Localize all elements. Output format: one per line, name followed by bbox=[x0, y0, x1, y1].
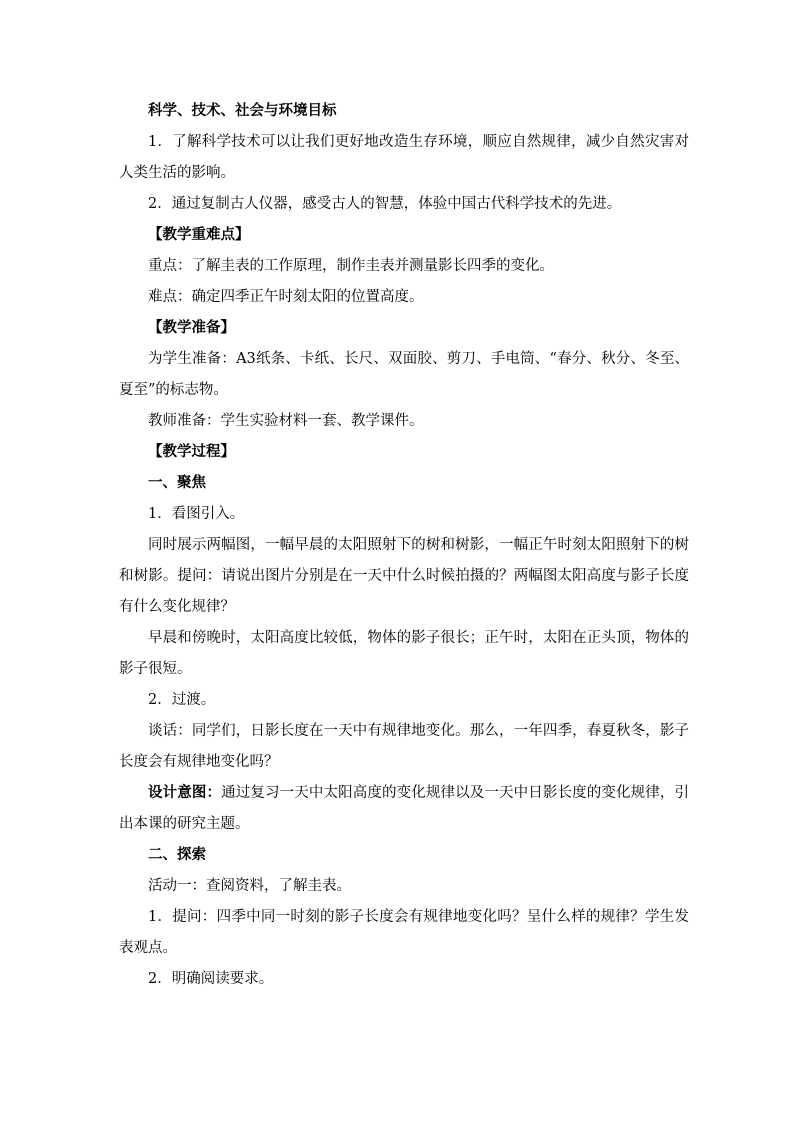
design-intent-label: 设计意图： bbox=[148, 785, 222, 801]
paragraph-show-pictures: 同时展示两幅图，一幅早晨的太阳照射下的树和树影，一幅正午时刻太阳照射下的树和树影。提问：请说出图片分别是在一天中什么时候拍摄的？两幅图太阳高度与影子长度有什么变化规律？ bbox=[119, 537, 689, 615]
paragraph-reading-requirements: 2．明确阅读要求。 bbox=[148, 971, 274, 987]
paragraph-question: 1．提问：四季中同一时刻的影子长度会有规律地变化吗？呈什么样的规律？学生发表观点。 bbox=[119, 909, 689, 956]
paragraph-design-intent bbox=[119, 778, 689, 840]
paragraph-activity-1: 活动一：查阅资料，了解圭表。 bbox=[148, 878, 351, 894]
heading-explore: 二、探索 bbox=[148, 847, 206, 863]
paragraph-key-point: 重点：了解圭表的工作原理，制作圭表并测量影长四季的变化。 bbox=[148, 258, 554, 274]
heading-teaching-process: 【教学过程】 bbox=[148, 444, 235, 460]
heading-preparation: 【教学准备】 bbox=[148, 320, 235, 336]
design-intent-text: 通过复习一天中太阳高度的变化规律以及一天中日影长度的变化规律，引出本课的研究主题。 bbox=[119, 785, 689, 832]
paragraph-goal-2: 2．通过复制古人仪器，感受古人的智慧，体验中国古代科学技术的先进。 bbox=[148, 196, 622, 212]
paragraph-goal-1: 1．了解科学技术可以让我们更好地改造生存环境，顺应自然规律，减少自然灾害对人类生活的影响。 bbox=[119, 134, 689, 181]
document-page bbox=[119, 96, 689, 995]
paragraph-student-prep: 为学生准备：A3纸条、卡纸、长尺、双面胶、剪刀、手电筒、“春分、秋分、冬至、夏至”的标志物。 bbox=[119, 351, 689, 398]
paragraph-transition: 2．过渡。 bbox=[148, 692, 216, 708]
heading-focus: 一、聚焦 bbox=[148, 475, 206, 491]
paragraph-talk: 谈话：同学们，日影长度在一天中有规律地变化。那么，一年四季，春夏秋冬，影子长度会有规律地变化吗？ bbox=[119, 723, 689, 770]
paragraph-look-at-pictures: 1．看图引入。 bbox=[148, 506, 245, 522]
paragraph-shadow-answer: 早晨和傍晚时，太阳高度比较低，物体的影子很长；正午时，太阳在正头顶，物体的影子很短。 bbox=[119, 630, 689, 677]
heading-sts-goals: 科学、技术、社会与环境目标 bbox=[148, 103, 337, 119]
paragraph-teacher-prep: 教师准备：学生实验材料一套、教学课件。 bbox=[148, 413, 424, 429]
heading-key-difficult-points: 【教学重难点】 bbox=[148, 227, 250, 243]
paragraph-difficult-point: 难点：确定四季正午时刻太阳的位置高度。 bbox=[148, 289, 424, 305]
